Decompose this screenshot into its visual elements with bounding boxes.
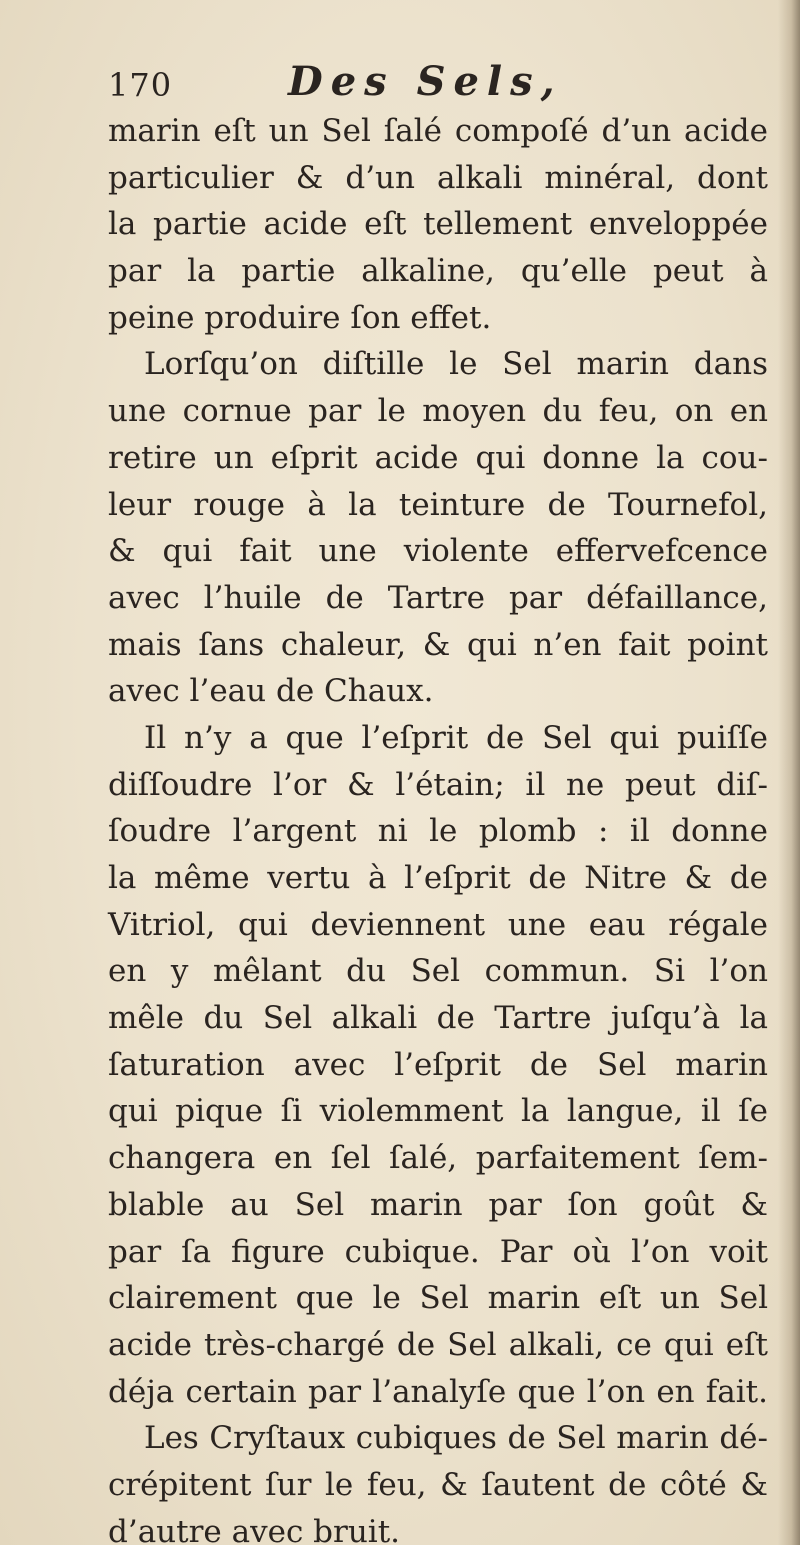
page-header xyxy=(108,58,668,108)
text-line: avec l’huile de Tartre par défaillance, xyxy=(108,579,768,616)
paragraph-first-line: Les Cryſtaux cubiques de Sel marin dé- xyxy=(144,1420,768,1457)
text-line: une cornue par le moyen du feu, on en xyxy=(108,393,768,430)
text-line: blable au Sel marin par ſon goût & xyxy=(108,1186,768,1223)
text-line: Vitriol, qui deviennent une eau régale xyxy=(108,906,768,943)
text-line: par ſa figure cubique. Par où l’on voit xyxy=(108,1233,768,1270)
paragraph-first-line: Lorſqu’on diſtille le Sel marin dans xyxy=(144,346,768,383)
text-line: mais ſans chaleur, & qui n’en fait point xyxy=(108,626,768,663)
body-text xyxy=(108,108,768,1545)
text-line: déja certain par l’analyſe que l’on en fait. xyxy=(108,1373,768,1410)
text-line: & qui fait une violente effervefcence xyxy=(108,533,768,570)
text-line: particulier & d’un alkali minéral, dont xyxy=(108,159,768,196)
text-line: en y mêlant du Sel commun. Si l’on xyxy=(108,953,768,990)
text-line: leur rouge à la teinture de Tournefol, xyxy=(108,486,768,523)
text-line: peine produire ſon effet. xyxy=(108,299,492,336)
text-line: marin eſt un Sel ſalé compoſé d’un acide xyxy=(108,113,768,149)
text-line: mêle du Sel alkali de Tartre juſqu’à la xyxy=(108,1000,768,1037)
text-line: la partie acide eſt tellement enveloppée xyxy=(108,206,768,243)
text-line: crépitent ſur le feu, & ſautent de côté & xyxy=(108,1466,768,1503)
text-line: diſſoudre l’or & l’étain; il ne peut diſ- xyxy=(108,766,768,803)
text-line: qui pique ſi violemment la langue, il ſe xyxy=(108,1093,768,1130)
text-line: ſoudre l’argent ni le plomb : il donne xyxy=(108,813,768,850)
paragraph-first-line: Il n’y a que l’eſprit de Sel qui puiſſe xyxy=(144,719,768,756)
text-line: changera en ſel ſalé, parfaitement ſem- xyxy=(108,1140,768,1177)
text-line: avec l’eau de Chaux. xyxy=(108,673,434,710)
text-line: ſaturation avec l’eſprit de Sel marin xyxy=(108,1046,768,1083)
text-line: acide très-chargé de Sel alkali, ce qui eſt xyxy=(108,1326,768,1363)
running-head: Des Sels, xyxy=(288,58,563,105)
text-line: clairement que le Sel marin eſt un Sel xyxy=(108,1280,768,1317)
text-line: par la partie alkaline, qu’elle peut à xyxy=(108,253,768,290)
page-edge-shadow xyxy=(778,0,800,1545)
text-line: retire un eſprit acide qui donne la cou- xyxy=(108,439,768,476)
page-number: 170 xyxy=(108,66,173,104)
text-line: d’autre avec bruit. xyxy=(108,1513,401,1545)
text-line: la même vertu à l’eſprit de Nitre & de xyxy=(108,860,768,896)
